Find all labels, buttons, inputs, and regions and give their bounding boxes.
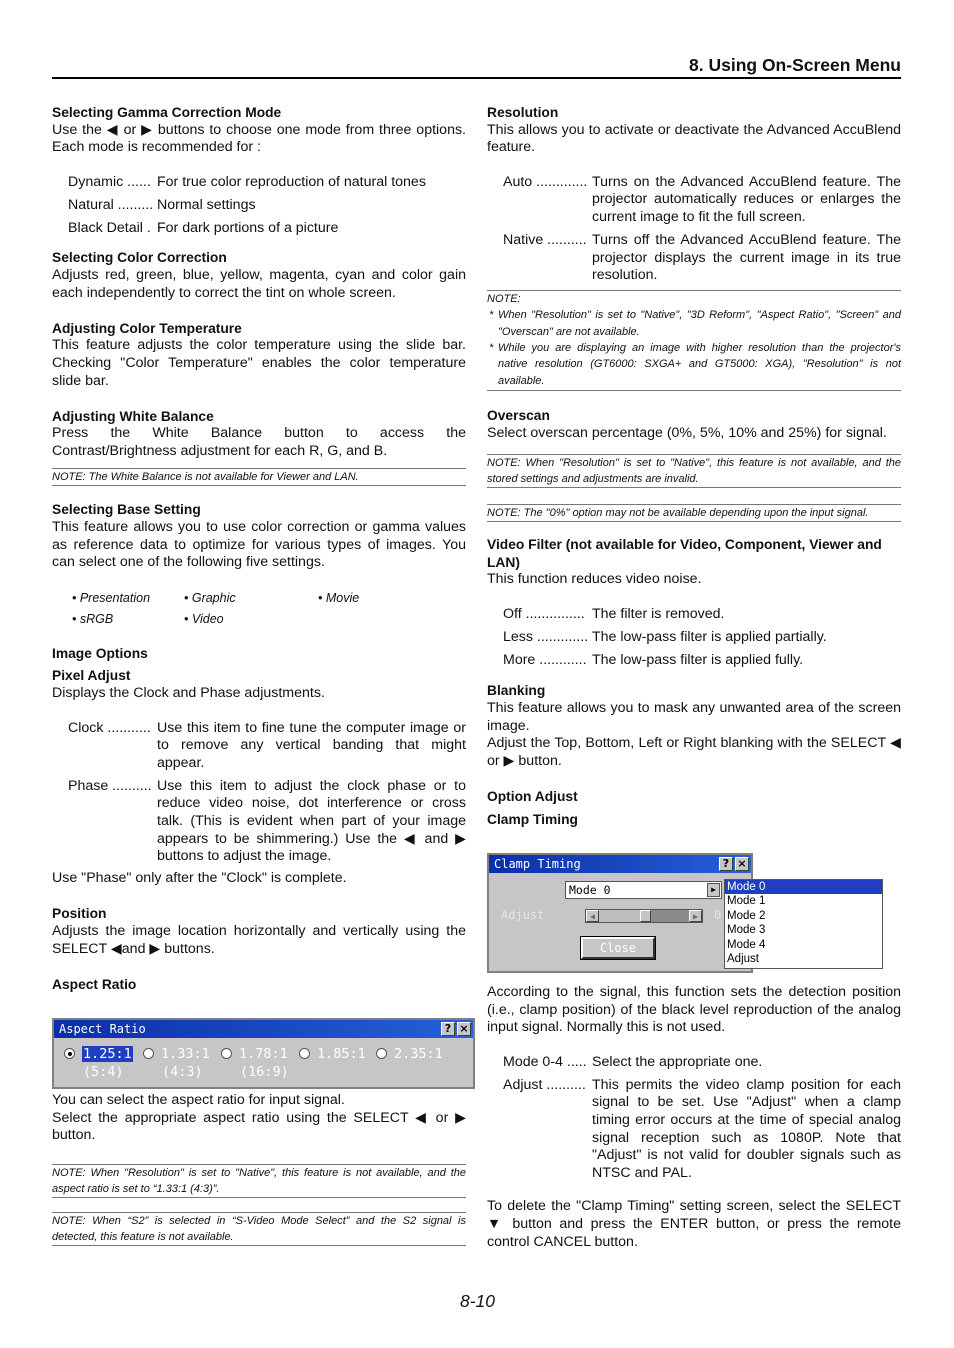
resolution-note-label: NOTE: <box>487 293 521 306</box>
clamp-mode-list[interactable] <box>724 879 883 969</box>
clamp-mode-0-4 <box>503 1054 901 1072</box>
help-icon[interactable]: ? <box>719 857 733 871</box>
pixel-adjust-heading: Pixel Adjust <box>52 668 131 684</box>
aspect-ratio-label: 1.78:1 <box>239 1046 288 1062</box>
color-temp-text: This feature adjusts the color temperature using the slide bar. Checking "Color Temperature" enables the color temperature slide bar. <box>52 337 466 389</box>
clamp-mode-select[interactable] <box>565 881 722 899</box>
slider-left-icon[interactable]: ◀ <box>586 910 599 922</box>
color-correction-text: Adjusts red, green, blue, yellow, magenta, cyan and color gain each independently to correct the tint on whole screen. <box>52 266 466 301</box>
option-movie: • Movie <box>318 590 360 605</box>
aspect-ratio-sub: (4:3) <box>162 1064 203 1080</box>
aspect-option-1-25[interactable] <box>64 1045 133 1081</box>
pixel-adjust-list <box>68 720 466 866</box>
close-icon[interactable]: × <box>457 1022 471 1036</box>
aspect-ratio-dialog <box>52 1018 475 1089</box>
clamp-timing-section <box>487 984 901 1251</box>
option-presentation: • Presentation <box>72 590 151 605</box>
pixel-adjust-phase <box>68 778 466 866</box>
def-desc: Use this item to adjust the clock phase or to reduce video noise, dot interference or cross talk. (This is evident when part of your image appears to be shimmering.) Use the ◀ and ▶ buttons to adjust the image. <box>157 777 466 865</box>
right-column <box>487 104 901 828</box>
overscan-heading: Overscan <box>487 407 550 423</box>
video-filter-text: This function reduces video noise. <box>487 571 702 588</box>
option-graphic: • Graphic <box>184 590 236 605</box>
base-setting-options <box>72 588 466 630</box>
resolution-note-1: * When "Resolution" is set to "Native", "3D Reform", "Aspect Ratio", "Screen" and "Overscan" are not available. <box>487 307 901 340</box>
gamma-mode-dynamic <box>68 174 466 192</box>
def-desc: The filter is removed. <box>592 605 725 622</box>
aspect-option-1-78[interactable] <box>221 1045 289 1081</box>
aspect-ratio-sub: (5:4) <box>83 1064 124 1080</box>
white-balance-note: NOTE: The White Balance is not available for Viewer and LAN. <box>52 468 466 486</box>
overscan-note1: NOTE: When "Resolution" is set to "Native", this feature is not available, and the stored settings and adjustments are invalid. <box>487 454 901 488</box>
aspect-ratio-dialog-title: Aspect Ratio <box>59 1022 146 1036</box>
clamp-timing-titlebar <box>489 855 751 873</box>
def-desc: Turns on the Advanced AccuBlend feature. The projector automatically reduces or enlarges the current image to fit the full screen. <box>592 173 901 225</box>
position-heading: Position <box>52 906 107 922</box>
left-column <box>52 104 466 993</box>
color-temp-heading: Adjusting Color Temperature <box>52 320 242 336</box>
white-balance-text: Press the White Balance button to access the Contrast/Brightness adjustment for each R, G, and B. <box>52 425 466 459</box>
clamp-list-item[interactable]: Mode 2 <box>727 909 766 922</box>
blanking-text2: Adjust the Top, Bottom, Left or Right blanking with the SELECT ◀ or ▶ button. <box>487 735 901 769</box>
resolution-note-2: * While you are displaying an image with higher resolution than the projector's native resolution (GT6000: SXGA+ and GT5000: XGA), "Resolution" is not available. <box>487 340 901 389</box>
def-desc: For true color reproduction of natural tones <box>157 173 426 190</box>
def-term: Black Detail . <box>68 219 151 236</box>
chevron-right-icon[interactable]: ▶ <box>707 883 720 897</box>
gamma-mode-black-detail <box>68 220 466 238</box>
option-srgb: • sRGB <box>72 611 114 626</box>
overscan-text: Select overscan percentage (0%, 5%, 10% and 25%) for signal. <box>487 424 887 441</box>
option-adjust-heading: Option Adjust <box>487 789 578 804</box>
clamp-list-item[interactable]: Mode 0 <box>725 880 882 894</box>
clamp-timing-dialog-title: Clamp Timing <box>494 857 581 871</box>
video-filter-more <box>503 652 901 670</box>
def-term: Auto ............. <box>503 173 588 190</box>
aspect-ratio-label: 2.35:1 <box>394 1046 443 1062</box>
aspect-ratio-note2: NOTE: When “S2” is selected in “S-Video Mode Select” and the S2 signal is detected, this feature is not available. <box>52 1212 466 1246</box>
option-video: • Video <box>184 611 224 626</box>
aspect-ratio-titlebar <box>54 1020 473 1038</box>
overscan-note2: NOTE: The "0%" option may not be available depending upon the input signal. <box>487 504 901 522</box>
def-desc: For dark portions of a picture <box>157 219 339 236</box>
aspect-option-2-35[interactable] <box>376 1045 443 1063</box>
def-term: Dynamic ...... <box>68 173 151 190</box>
clamp-list-item[interactable]: Mode 3 <box>727 924 766 937</box>
clamp-timing-text: According to the signal, this function sets the detection position (i.e., clamp position) of the black level reproduction of the analog input signal. Normally this is not used. <box>487 984 901 1036</box>
clamp-adjust-value: 0 <box>714 908 722 922</box>
video-filter-list <box>503 606 901 670</box>
clamp-list-item[interactable]: Mode 1 <box>727 895 766 908</box>
def-desc: This permits the video clamp position for each signal to be set. Use "Adjust" when a clamp timing error occurs at the time of special analog signal reception such as 1080P. Note that "Adjust" is not valid for doubler signals such as NTSC and PAL. <box>592 1076 901 1181</box>
note-text: While you are displaying an image with higher resolution than the projector's native resolution (GT6000: SXGA+ and GT5000: XGA), "Resolution" is not available. <box>498 342 901 387</box>
radio-selected-icon <box>64 1048 75 1059</box>
def-desc: Normal settings <box>157 196 256 213</box>
gamma-mode-natural <box>68 197 466 215</box>
slider-fill <box>599 910 644 922</box>
page-header-title: 8. Using On-Screen Menu <box>689 55 901 75</box>
def-term: Less ............. <box>503 628 589 645</box>
blanking-heading: Blanking <box>487 683 546 699</box>
white-balance-heading: Adjusting White Balance <box>52 408 214 424</box>
def-term: Mode 0-4 ..... <box>503 1053 587 1070</box>
aspect-ratio-section <box>52 1092 466 1246</box>
clamp-list-item[interactable]: Mode 4 <box>727 938 766 951</box>
help-icon[interactable]: ? <box>441 1022 455 1036</box>
def-desc: Select the appropriate one. <box>592 1053 763 1070</box>
clamp-adjust <box>503 1077 901 1183</box>
clamp-adjust-label: Adjust <box>501 908 545 922</box>
aspect-option-1-85[interactable] <box>299 1045 366 1063</box>
aspect-ratio-text2: Select the appropriate aspect ratio using the SELECT ◀ or ▶ button. <box>52 1109 466 1144</box>
pixel-adjust-text: Displays the Clock and Phase adjustments. <box>52 685 325 702</box>
resolution-native <box>503 232 901 285</box>
aspect-ratio-label: 1.85:1 <box>317 1046 366 1062</box>
position-text: Adjusts the image location horizontally and vertically using the SELECT ◀and ▶ buttons. <box>52 922 466 957</box>
gamma-heading: Selecting Gamma Correction Mode <box>52 105 282 120</box>
video-filter-off <box>503 606 901 624</box>
def-desc: The low-pass filter is applied fully. <box>592 651 804 668</box>
clamp-timing-footer: To delete the "Clamp Timing" setting screen, select the SELECT ▼ button and press the ENTER button, or press the remote control CANCEL button. <box>487 1198 901 1250</box>
resolution-list <box>503 174 901 285</box>
resolution-auto <box>503 174 901 227</box>
radio-icon <box>299 1048 310 1059</box>
clamp-timing-heading: Clamp Timing <box>487 811 578 827</box>
def-desc: Turns off the Advanced AccuBlend feature. The projector displays the current image in its true resolution. <box>592 231 901 284</box>
resolution-text: This allows you to activate or deactivate the Advanced AccuBlend feature. <box>487 121 901 156</box>
gamma-mode-list <box>68 174 466 238</box>
close-button[interactable]: Close <box>581 937 655 959</box>
color-correction-heading: Selecting Color Correction <box>52 250 227 266</box>
base-setting-heading: Selecting Base Setting <box>52 502 201 518</box>
note-text: When "Resolution" is set to "Native", "3D Reform", "Aspect Ratio", "Screen" and "Overscan" are not available. <box>498 309 901 338</box>
radio-icon <box>143 1048 154 1059</box>
video-filter-less <box>503 629 901 647</box>
clamp-timing-dialog <box>487 853 753 973</box>
aspect-ratio-label: 1.33:1 <box>161 1046 210 1062</box>
aspect-option-1-33[interactable] <box>143 1045 210 1081</box>
def-term: More ............ <box>503 651 587 668</box>
pixel-adjust-clock <box>68 720 466 773</box>
resolution-notes <box>487 290 901 391</box>
slider-thumb[interactable] <box>640 910 651 922</box>
def-desc: Use this item to fine tune the computer image or to remove any vertical banding that might appear. <box>157 719 466 771</box>
aspect-ratio-note1: NOTE: When "Resolution" is set to "Native", this feature is not available, and the aspect ratio is set to “1.33:1 (4:3)”. <box>52 1164 466 1198</box>
header-rule <box>52 77 901 79</box>
gamma-text: Use the ◀ or ▶ buttons to choose one mode from three options. Each mode is recommended for : <box>52 121 466 156</box>
slider-right-icon[interactable]: ▶ <box>689 910 702 922</box>
blanking-text1: This feature allows you to mask any unwanted area of the screen image. <box>487 700 901 734</box>
def-term: Adjust .......... <box>503 1076 586 1093</box>
clamp-timing-list <box>503 1054 901 1183</box>
def-term: Native .......... <box>503 231 587 248</box>
close-icon[interactable]: × <box>735 857 749 871</box>
clamp-list-item[interactable]: Adjust <box>727 953 759 966</box>
def-term: Natural ......... <box>68 196 154 213</box>
radio-icon <box>221 1048 232 1059</box>
def-term: Clock ........... <box>68 719 151 736</box>
def-term: Off ............... <box>503 605 585 622</box>
clamp-adjust-slider[interactable] <box>585 909 703 923</box>
image-options-heading: Image Options <box>52 645 148 661</box>
page-number: 8-10 <box>460 1291 496 1311</box>
aspect-ratio-heading: Aspect Ratio <box>52 976 137 992</box>
phase-after-text: Use "Phase" only after the "Clock" is complete. <box>52 870 347 887</box>
def-term: Phase .......... <box>68 777 152 794</box>
def-desc: The low-pass filter is applied partially. <box>592 628 827 645</box>
video-filter-heading: Video Filter (not available for Video, Component, Viewer and LAN) <box>487 537 882 570</box>
aspect-ratio-label: 1.25:1 <box>83 1046 132 1062</box>
base-setting-text: This feature allows you to use color correction or gamma values as reference data to optimize for various types of images. You can select one of the following five settings. <box>52 519 466 571</box>
clamp-mode-value: Mode 0 <box>569 883 611 897</box>
resolution-heading: Resolution <box>487 105 559 120</box>
radio-icon <box>376 1048 387 1059</box>
aspect-ratio-sub: (16:9) <box>240 1064 289 1080</box>
aspect-ratio-text1: You can select the aspect ratio for input signal. <box>52 1092 345 1108</box>
